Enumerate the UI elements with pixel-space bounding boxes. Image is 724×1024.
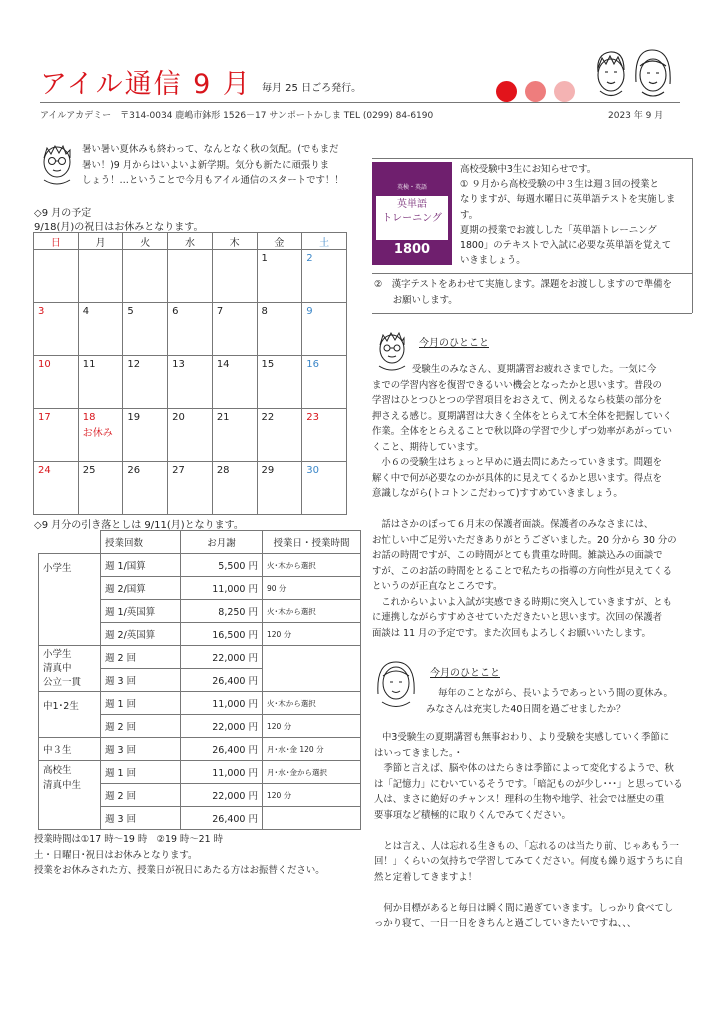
- column2-teacher-icon: [374, 658, 418, 710]
- column2-line: [374, 885, 683, 901]
- holiday-date: 18: [82, 412, 96, 423]
- calendar-day: 11: [78, 356, 123, 409]
- row-fee: 16,500 円: [181, 623, 263, 646]
- row-count: 週 1 回: [101, 761, 181, 784]
- calendar-day: 1: [257, 250, 302, 303]
- group-label-line: 高校生: [43, 765, 72, 776]
- notice-top-border: [372, 158, 692, 159]
- calendar-day: 30: [302, 462, 347, 515]
- weekday-thu: 木: [212, 233, 257, 250]
- row-fee: 11,000 円: [181, 761, 263, 784]
- column2-line: 中3受験生の夏期講習も無事おわり、より受験を実感していく季節に: [382, 732, 670, 743]
- fee-note-2: 土・日曜日･祝日はお休みとなります。: [34, 849, 198, 861]
- table-row: [39, 646, 361, 669]
- row-fee: 22,000 円: [181, 715, 263, 738]
- fee-note-3: 授業をお休みされた方、授業日が祝日にあたる方はお振替ください。: [34, 865, 325, 876]
- column2-heading: 今月のひとこと: [430, 668, 500, 679]
- calendar-day: 15: [257, 356, 302, 409]
- calendar-day: 26: [123, 462, 168, 515]
- column2-text: [374, 730, 683, 932]
- notice-line: なりますが、毎週水曜日に英単語テストを実施しま: [460, 194, 676, 206]
- column1-line: お話の時間ですが、この時間がとても貴重な時間。雑談込みの面談で: [372, 550, 663, 561]
- column1-line: 作業。全体をとらえることで秋以降の学習で少しずつ効率があがってい: [372, 426, 673, 437]
- weekday-sat: 土: [302, 233, 347, 250]
- group-jh3: 中３生: [39, 738, 101, 761]
- row-time: [263, 807, 361, 830]
- row-time: 月･水･金 120 分: [263, 738, 361, 761]
- calendar-weekday-row: [34, 233, 347, 250]
- decor-dot-3: [554, 81, 575, 102]
- notice-line: ① ９月から高校受験の中３生は週３回の授業と: [460, 179, 659, 191]
- tuition-corner: [39, 531, 101, 554]
- calendar-day: 25: [78, 462, 123, 515]
- table-row: [39, 738, 361, 761]
- row-count: 週 3 回: [101, 669, 181, 692]
- notice-divider: [372, 273, 692, 274]
- calendar-day: 8: [257, 303, 302, 356]
- group-highschool: [39, 761, 101, 830]
- calendar-day: 28: [212, 462, 257, 515]
- school-address: アイルアカデミー 〒314-0034 鹿嶋市鉢形 1526－17 サンポートかしま TEL (0299) 84-6190: [40, 111, 434, 121]
- calendar-day: 23: [302, 409, 347, 462]
- row-time: 90 分: [263, 577, 361, 600]
- group-label-line: 公立一貫: [43, 676, 82, 688]
- calendar-day: 6: [168, 303, 213, 356]
- row-fee: 11,000 円: [181, 692, 263, 715]
- column2-line: はいってきました。・: [374, 747, 464, 759]
- row-count: 週 3 回: [101, 738, 181, 761]
- calendar-day: 14: [212, 356, 257, 409]
- column1-line: 学習はひとつひとつの学習項目をおさえて、例えるなら枝葉の部分を: [372, 395, 663, 406]
- column1-line: これからいよいよ入試が実感できる時期に突入していきますが、とも: [372, 596, 673, 608]
- calendar-day: 22: [257, 409, 302, 462]
- notice-right-border: [692, 158, 693, 313]
- header-faces-illustration: [590, 42, 676, 102]
- calendar-day: [34, 250, 79, 303]
- column2-lead: [426, 686, 673, 717]
- column1-line: に連携しながらすすめさせていただきたいと思います。次回の保護者: [372, 612, 662, 623]
- row-time: 120 分: [263, 715, 361, 738]
- calendar-day: 29: [257, 462, 302, 515]
- notice-item2: [374, 277, 672, 308]
- calendar-week: [34, 356, 347, 409]
- calendar-day: 17: [34, 409, 79, 462]
- september-calendar: [33, 232, 347, 515]
- calendar-day: 20: [168, 409, 213, 462]
- column2-line: 然と定着してきますよ！: [374, 871, 478, 883]
- column2-line: っかり寝て、一日一日をきちんと過ごしていきたいですね、、、: [374, 918, 637, 929]
- intro-line-2: 暑い！)9 月からはいよいよ新学期。気分も新たに頑張りま: [82, 159, 329, 171]
- decor-dot-2: [525, 81, 546, 102]
- row-fee: 11,000 円: [181, 577, 263, 600]
- column1-line: というのが正直なところです。: [372, 581, 503, 592]
- group-label-line: 小学生: [43, 648, 72, 660]
- row-time: 120 分: [263, 784, 361, 807]
- group-elementary-seishin: [39, 646, 101, 692]
- column1-line: 話はさかのぼって６月末の保護者面談。保護者のみなさまには、: [372, 519, 654, 530]
- notice-text: [460, 162, 675, 268]
- row-fee: 5,500 円: [181, 554, 263, 577]
- weekday-wed: 水: [168, 233, 213, 250]
- column1-line: までの学習内容を復習できるいい機会となったかと思います。普段の: [372, 379, 662, 391]
- row-time: 火･木から選択: [263, 692, 361, 715]
- table-row: [39, 761, 361, 784]
- calendar-day: 24: [34, 462, 79, 515]
- column2-line: は「記憶力」にむいているそうです。「暗記ものが少し･･･」と思っている: [374, 778, 683, 790]
- column1-line: 小６の受験生はちょっと早めに過去問にあたっていきます。問題を: [372, 457, 662, 468]
- row-time: 火･木から選択: [263, 600, 361, 623]
- publish-note: 毎月 25 日ごろ発行。: [262, 83, 362, 94]
- calendar-day: 7: [212, 303, 257, 356]
- intro-text: [82, 142, 344, 189]
- schedule-heading: ◇9 月の予定: [34, 208, 92, 219]
- book-series: 英検・英語: [396, 184, 427, 191]
- column2-line: 回！」くらいの気持ちで学習してみてください。何度も繰り返すうちに自: [374, 856, 684, 867]
- issue-date: 2023 年 9 月: [608, 111, 664, 121]
- row-time: [263, 646, 361, 692]
- column2-line: 人は、まさに絶好のチャンス！理科の生物や地学、社会では歴史の重: [374, 794, 665, 805]
- notice-line: す。: [460, 209, 478, 221]
- column2-line: [374, 823, 683, 839]
- intro-teacher-icon: [36, 140, 78, 188]
- calendar-week: [34, 409, 347, 462]
- newsletter-title: アイル通信 9 月: [40, 69, 252, 100]
- column1-line: 面談は 11 月の予定です。また次回もよろしくお願いいたします。: [372, 627, 651, 639]
- row-time: 120 分: [263, 623, 361, 646]
- calendar-day: 13: [168, 356, 213, 409]
- notice-item2-line: お願いします。: [374, 294, 458, 306]
- weekday-sun: 日: [34, 233, 79, 250]
- row-time: 月･水･金から選択: [263, 761, 361, 784]
- decor-dot-1: [496, 81, 517, 102]
- row-count: 週 1/英国算: [101, 600, 181, 623]
- column2-line: とは言え、人は忘れる生きもの、「忘れるのは当たり前、じゃあもう一: [374, 840, 679, 852]
- calendar-day: 21: [212, 409, 257, 462]
- row-count: 週 3 回: [101, 807, 181, 830]
- col-header-fee: お月謝: [181, 531, 263, 554]
- calendar-day: 27: [168, 462, 213, 515]
- intro-line-3: しょう！…ということで今月もアイル通信のスタートです！！: [82, 175, 344, 186]
- notice-item2-line: ② 漢字テストをあわせて実施します。課題をお渡ししますので準備を: [374, 279, 672, 290]
- row-fee: 26,400 円: [181, 807, 263, 830]
- column1-line: すが、このお話の時間をとることで私たちの指導の方向性が見えてくる: [372, 565, 673, 577]
- row-fee: 26,400 円: [181, 738, 263, 761]
- row-count: 週 2/国算: [101, 577, 181, 600]
- row-time: 火･木から選択: [263, 554, 361, 577]
- tuition-table: [38, 530, 361, 830]
- intro-line-1: 暑い暑い夏休みも終わって、なんとなく秋の気配。(でもまだ: [82, 144, 339, 155]
- group-elementary: 小学生: [39, 554, 101, 646]
- row-count: 週 2 回: [101, 784, 181, 807]
- column2-line: 季節と言えば、脳や体のはたらきは季節によって変化するようで、秋: [374, 763, 674, 774]
- row-fee: 22,000 円: [181, 784, 263, 807]
- column1-line: [372, 502, 677, 518]
- calendar-day: 2: [302, 250, 347, 303]
- fees-heading: ◇9 月分の引き落としは 9/11(月)となります。: [34, 520, 244, 531]
- column2-line: 要事項など積極的に取りくんでみてください。: [374, 809, 571, 821]
- row-count: 週 2 回: [101, 646, 181, 669]
- fee-notes: [34, 832, 325, 879]
- book-title-line1: 英単語: [397, 199, 427, 210]
- calendar-day: [123, 250, 168, 303]
- column1-line: お忙しい中ご足労いただきありがとうございました。20 分から 30 分の: [372, 534, 677, 546]
- column1-line: 受験生のみなさん、夏期講習お疲れさまでした。一気に今: [412, 364, 657, 375]
- book-title-line2: トレーニング: [382, 213, 442, 224]
- calendar-day: 4: [78, 303, 123, 356]
- column1-line: 押さえる感じ。夏期講習は大きく全体をとらえて木全体を把握していく: [372, 410, 673, 422]
- calendar-day-holiday: [78, 409, 123, 462]
- table-row: [39, 692, 361, 715]
- row-count: 週 2 回: [101, 715, 181, 738]
- book-title: [376, 196, 448, 240]
- holiday-label: お休み: [82, 428, 113, 439]
- calendar-day: [78, 250, 123, 303]
- group-label-line: 清真中: [43, 662, 72, 674]
- table-row: [39, 554, 361, 577]
- calendar-day: 16: [302, 356, 347, 409]
- column1-line: くこと、期待しています。: [372, 441, 484, 453]
- weekday-tue: 火: [123, 233, 168, 250]
- calendar-day: 10: [34, 356, 79, 409]
- schedule-note: 9/18(月)の祝日はお休みとなります。: [34, 222, 204, 233]
- notice-line: 1800」のテキストで入試に必要な英単語を覚えて: [460, 240, 672, 252]
- row-fee: 8,250 円: [181, 600, 263, 623]
- calendar-day: 9: [302, 303, 347, 356]
- header-divider: [40, 102, 680, 103]
- column2-lead-line: みなさんは充実した40日間を過ごせましたか？: [426, 703, 626, 715]
- notice-bottom-border: [372, 313, 692, 314]
- row-count: 週 1/国算: [101, 554, 181, 577]
- column1-line: 解く中で何が必要なのかが具体的に見えてくるかと思います。得点を: [372, 472, 662, 484]
- row-fee: 22,000 円: [181, 646, 263, 669]
- column1-line: 意識しながら(トコトンこだわって)すすめていきましょう。: [372, 488, 623, 499]
- column1-heading: 今月のひとこと: [419, 338, 489, 349]
- weekday-mon: 月: [78, 233, 123, 250]
- col-header-time: 授業日・授業時間: [263, 531, 361, 554]
- column2-line: 何か目標があると毎日は瞬く間に過ぎていきます。しっかり食べてし: [374, 902, 674, 914]
- group-label-line: 清真中生: [43, 780, 82, 791]
- group-jh12: 中1･2生: [39, 692, 101, 738]
- fee-note-1: 授業時間は①17 時～19 時 ②19 時～21 時: [34, 834, 223, 845]
- calendar-day: 3: [34, 303, 79, 356]
- notice-line: 夏期の授業でお渡しした「英単語トレーニング: [460, 224, 657, 236]
- vocab-book-image: [372, 162, 452, 265]
- column2-lead-line: 毎年のことながら、長いようであっという間の夏休み。: [438, 688, 673, 699]
- row-fee: 26,400 円: [181, 669, 263, 692]
- calendar-day: 5: [123, 303, 168, 356]
- calendar-week: [34, 462, 347, 515]
- calendar-day: [168, 250, 213, 303]
- row-count: 週 1 回: [101, 692, 181, 715]
- calendar-week: [34, 250, 347, 303]
- calendar-week: [34, 303, 347, 356]
- tuition-header-row: [39, 531, 361, 554]
- calendar-day: 12: [123, 356, 168, 409]
- weekday-fri: 金: [257, 233, 302, 250]
- calendar-day: [212, 250, 257, 303]
- notice-line: 高校受験中3生にお知らせです。: [460, 164, 597, 175]
- row-count: 週 2/英国算: [101, 623, 181, 646]
- calendar-day: 19: [123, 409, 168, 462]
- book-number: 1800: [393, 242, 431, 257]
- column1-text: [372, 362, 677, 641]
- col-header-count: 授業回数: [101, 531, 181, 554]
- notice-line: いきましょう。: [460, 255, 526, 267]
